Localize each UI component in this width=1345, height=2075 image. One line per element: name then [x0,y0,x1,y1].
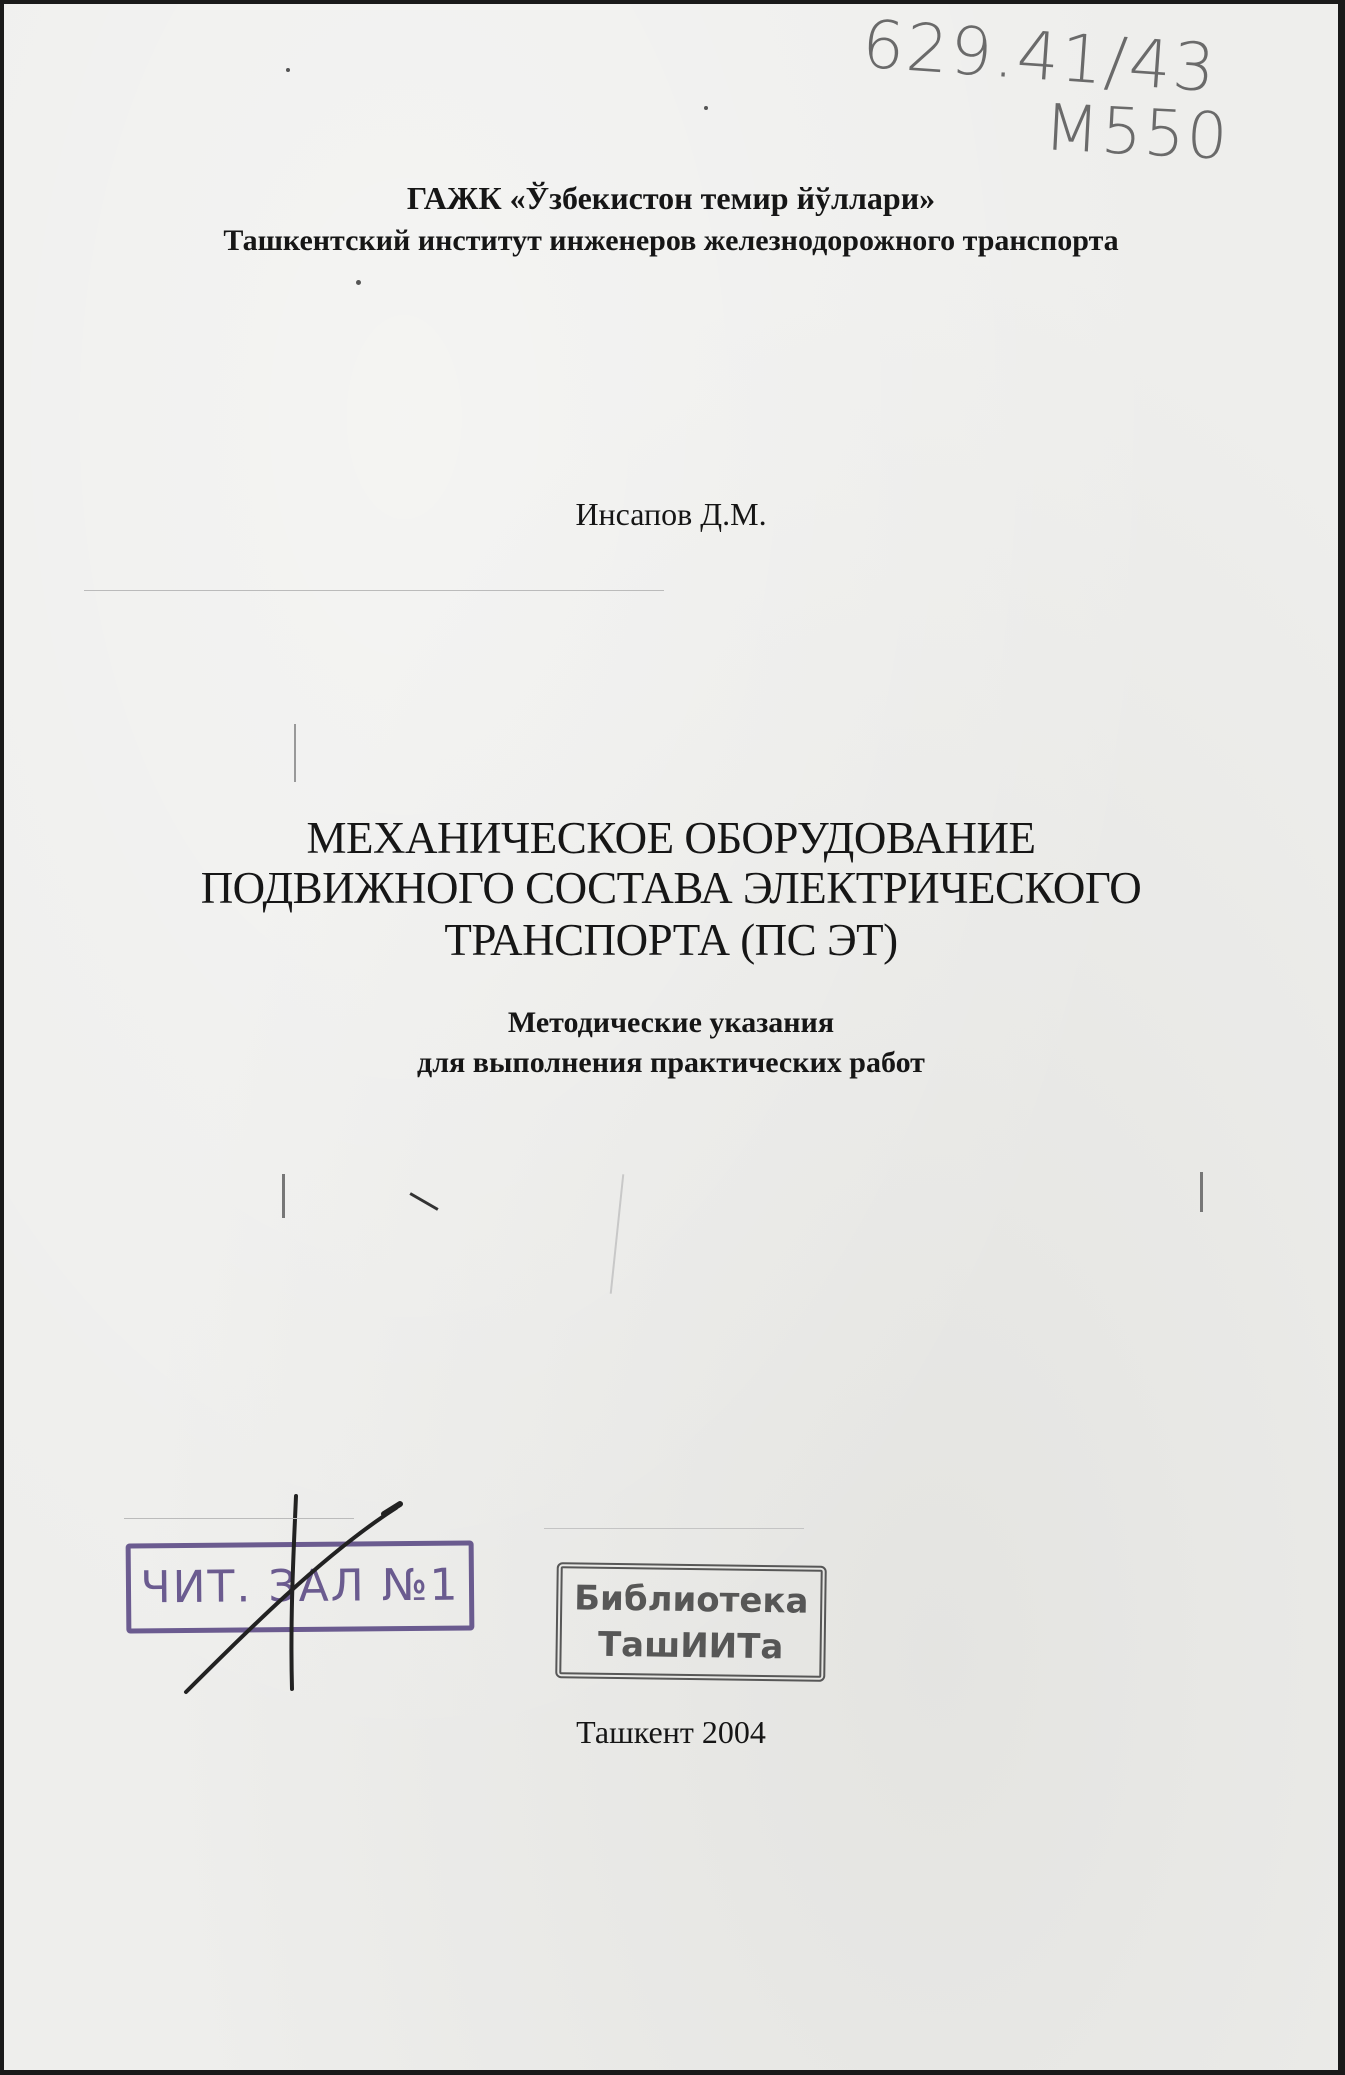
scan-speck [294,724,296,782]
document-page [4,4,1338,2070]
organization-heading: ГАЖК «Ўзбекистон темир йўллари» [406,180,936,216]
scan-speck [286,68,290,72]
subtitle-line-1: Методические указания [507,1006,835,1039]
shelfmark-line-2: M550 [1042,91,1232,175]
title-line-2: ПОДВИЖНОГО СОСТАВА ЭЛЕКТРИЧЕСКОГО [200,863,1142,913]
scan-speck [610,1174,625,1294]
scan-speck [409,1192,438,1211]
scan-speck [84,590,664,591]
scan-speck [1200,1172,1203,1212]
subtitle-line-2: для выполнения практических работ [417,1046,925,1079]
place-and-year: Ташкент 2004 [576,1714,766,1750]
author-name: Инсапов Д.М. [575,496,767,532]
library-stamp [555,1562,827,1682]
institute-heading: Ташкентский институт инженеров железнодорожного транспорта [223,224,1119,257]
scan-speck [544,1528,804,1529]
title-line-3: ТРАНСПОРТА (ПС ЭТ) [444,915,898,965]
title-line-1: МЕХАНИЧЕСКОЕ ОБОРУДОВАНИЕ [306,813,1036,863]
scan-speck [356,280,361,285]
shelfmark-line-1: 629.41/43 [859,5,1220,108]
library-stamp-line-2: ТашИИТа [597,1624,784,1668]
scan-speck [124,1518,354,1519]
reading-room-stamp-text: ЧИТ. ЗАЛ №1 [140,1559,460,1614]
scan-speck [282,1174,285,1218]
scan-speck [704,106,708,110]
handwritten-mark [174,1484,414,1704]
library-stamp-line-1: Библиотека [573,1578,809,1622]
